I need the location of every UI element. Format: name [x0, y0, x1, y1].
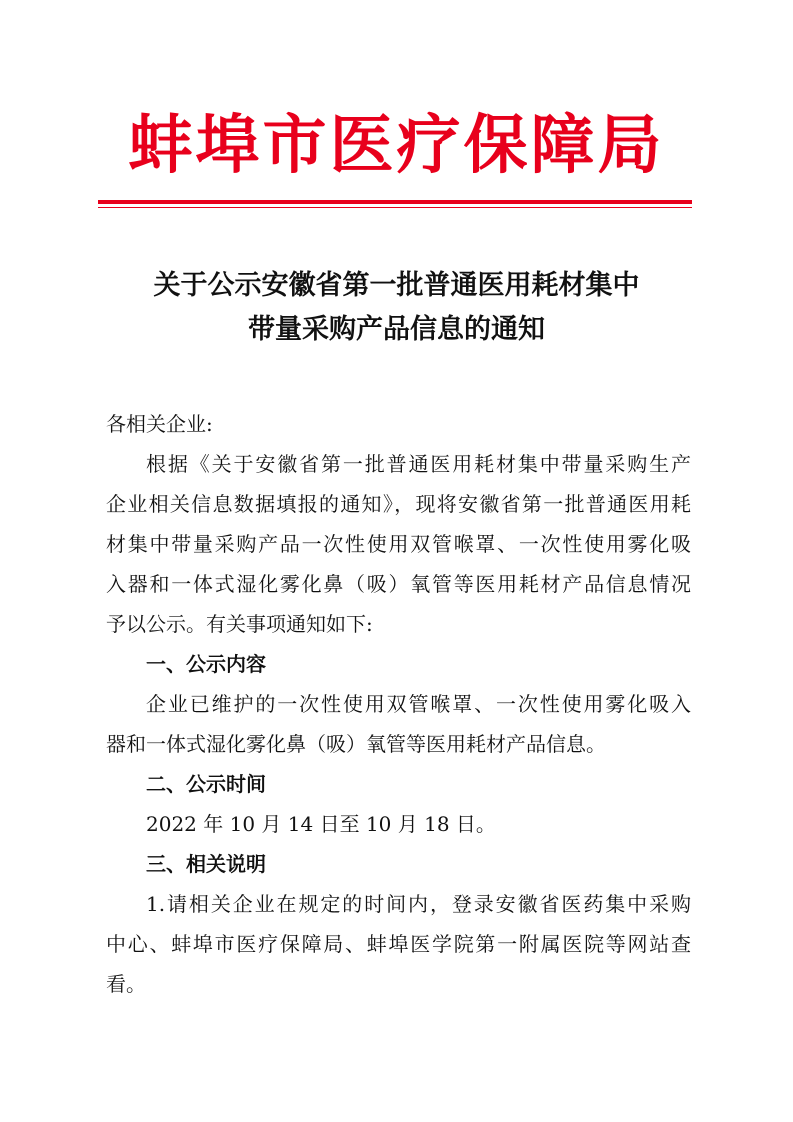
org-masthead: 蚌埠市医疗保障局 [128, 108, 665, 183]
notice-title-line2: 带量采购产品信息的通知 [248, 314, 545, 345]
intro-line: 入器和一体式湿化雾化鼻（吸）氧管等医用耗材产品信息情况 [106, 572, 691, 596]
intro-line: 材集中带量采购产品一次性使用双管喉罩、一次性使用雾化吸 [106, 532, 691, 556]
section3-line: 中心、蚌埠市医疗保障局、蚌埠医学院第一附属医院等网站查 [106, 932, 691, 956]
notice-title-line1: 关于公示安徽省第一批普通医用耗材集中 [153, 270, 640, 301]
intro-line: 根据《关于安徽省第一批普通医用耗材集中带量采购生产 [146, 452, 691, 476]
intro-line: 企业相关信息数据填报的通知》，现将安徽省第一批普通医用耗 [106, 492, 691, 516]
section3-line: 1.请相关企业在规定的时间内，登录安徽省医药集中采购 [146, 892, 691, 916]
section1-line: 企业已维护的一次性使用双管喉罩、一次性使用雾化吸入 [146, 692, 691, 716]
section2-line: 2022 年 10 月 14 日至 10 月 18 日。 [146, 812, 496, 836]
section1-line: 器和一体式湿化雾化鼻（吸）氧管等医用耗材产品信息。 [106, 732, 606, 756]
section3-line: 看。 [106, 972, 146, 996]
section-heading-notes: 三、相关说明 [146, 852, 266, 876]
masthead-divider-thin [98, 207, 692, 208]
salutation: 各相关企业: [106, 412, 213, 436]
masthead-divider-thick [98, 200, 692, 204]
notice-body [106, 404, 691, 1004]
section-heading-time: 二、公示时间 [146, 772, 266, 796]
section-heading-content: 一、公示内容 [146, 652, 266, 676]
intro-line: 予以公示。有关事项通知如下: [106, 612, 373, 636]
